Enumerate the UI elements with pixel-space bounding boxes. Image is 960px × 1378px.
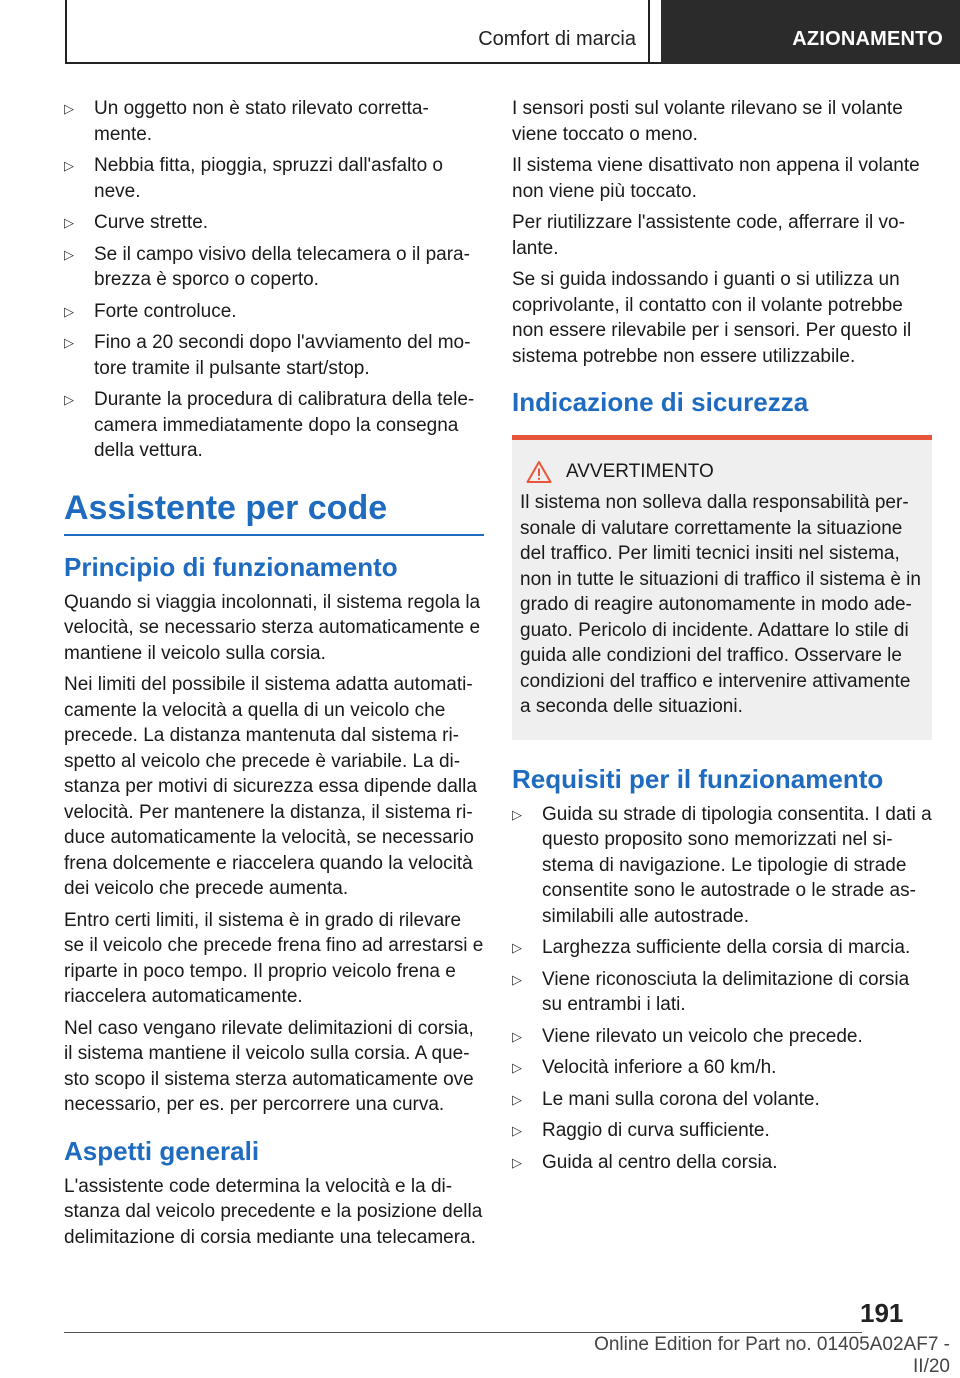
header-bottom-rule [65, 62, 661, 64]
requirements-list [512, 802, 932, 1176]
list-item: ▷ Larghezza sufficiente della corsia di marcia. [512, 935, 932, 961]
list-item: ▷ Le mani sulla corona del volante. [512, 1087, 932, 1113]
list-item: ▷ Viene riconosciuta la delimitazione di corsia su entrambi i lati. [512, 968, 910, 1015]
header-left-rule [65, 0, 67, 64]
list-item: ▷ Durante la procedura di calibratura della tele-camera immediatamente dopo la consegna della vettura. [64, 389, 475, 461]
triangle-right-bullet-icon: ▷ [512, 1154, 522, 1170]
header-divider [648, 0, 650, 64]
triangle-right-bullet-icon: ▷ [64, 392, 74, 407]
triangle-right-bullet-icon: ▷ [512, 940, 522, 955]
list-item: ▷ Forte controluce. [64, 299, 484, 325]
list-item: ▷ Nebbia fitta, pioggia, spruzzi dall'asfalto o neve. [64, 155, 443, 202]
list-item: ▷ Guida al centro della corsia. [512, 1150, 932, 1176]
left-column [64, 96, 484, 1256]
triangle-right-bullet-icon: ▷ [64, 158, 74, 173]
list-item: ▷ Se il campo visivo della telecamera o il para-brezza è sporco o coperto. [64, 243, 470, 290]
subsection-title-general: Aspetti generali [64, 1135, 260, 1166]
list-item: ▷ Guida su strade di tipologia consentita. I dati a questo proposito sono memorizzati nel si-stema di navigazione. Le tipologie di strade consentite sono le autostrade o le strade as-similabili alle autostrade. [512, 803, 932, 927]
principle-paragraph-3: Entro certi limiti, il sistema è in grado di rilevare se il veicolo che precede frena fino ad arrestarsi e riparte in poco tempo. Il proprio veicolo frena e riaccelera automaticamente. [64, 909, 484, 1007]
principle-paragraph-2: Nei limiti del possibile il sistema adatta automati-camente la velocità a quella di un veicolo che precede. La distanza mantenuta dal sistema ri-spetto al veicolo che precede è variabile. La di-stanza per motivi di sicurezza essa dipende dalla velocità. Per mantenere la distanza, il sistema ri-duce automaticamente la velocità, se necessario frena dolcemente e riaccelera quando la velocità dei veicolo che precede aumenta. [64, 674, 477, 899]
warning-header [526, 460, 924, 484]
header-section-title: Comfort di marcia [478, 28, 636, 50]
principle-paragraph-4: Nel caso vengano rilevate delimitazioni di corsia, il sistema mantiene il veicolo sulla corsia. A que-sto scopo il sistema sterza automaticamente ove necessario, per es. per percorrere una curva. [64, 1017, 474, 1115]
triangle-right-bullet-icon: ▷ [512, 1123, 522, 1138]
list-item: ▷ Viene rilevato un veicolo che precede. [512, 1024, 932, 1050]
section-title: Assistente per code [64, 488, 388, 527]
triangle-right-bullet-icon: ▷ [512, 1060, 522, 1075]
sensor-paragraph-3: Per riutilizzare l'assistente code, afferrare il vo-lante. [512, 212, 905, 259]
header-chapter-label: AZIONAMENTO [792, 28, 943, 50]
triangle-right-bullet-icon: ▷ [64, 335, 74, 350]
subsection-title-requirements: Requisiti per il funzionamento [512, 763, 884, 794]
section-title-rule [64, 534, 484, 536]
warning-triangle-icon [526, 460, 552, 484]
list-item: ▷ Velocità inferiore a 60 km/h. [512, 1055, 932, 1081]
sensor-paragraph-4: Se si guida indossando i guanti o si utilizza un coprivolante, il contatto con il volante potrebbe non essere rilevabile per i sensori. Per questo il sistema potrebbe non essere utilizzabile. [512, 269, 912, 367]
warning-label: AVVERTIMENTO [566, 461, 714, 482]
list-item: ▷ Curve strette. [64, 210, 484, 236]
sensor-paragraph-2: Il sistema viene disattivato non appena il volante non viene più toccato. [512, 155, 920, 202]
triangle-right-bullet-icon: ▷ [64, 303, 74, 319]
triangle-right-bullet-icon: ▷ [64, 215, 74, 230]
sensor-paragraph-1: I sensori posti sul volante rilevano se il volante viene toccato o meno. [512, 98, 903, 145]
triangle-right-bullet-icon: ▷ [64, 246, 74, 262]
page-number: 191 [860, 1298, 904, 1328]
list-item: ▷ Fino a 20 secondi dopo l'avviamento del mo-tore tramite il pulsante start/stop. [64, 332, 471, 379]
general-paragraph-1: L'assistente code determina la velocità e la di-stanza dal veicolo precedente e la posizione della delimitazione di corsia mediante una telecamera. [64, 1175, 483, 1248]
warning-box [512, 435, 932, 740]
list-item: ▷ Un oggetto non è stato rilevato corretta-mente. [64, 98, 429, 145]
footer-rule [64, 1332, 862, 1333]
limitations-list [64, 96, 484, 464]
subsection-title-safety: Indicazione di sicurezza [512, 387, 809, 417]
footer-edition: Online Edition for Part no. 01405A02AF7 - II/20 [594, 1334, 950, 1377]
triangle-right-bullet-icon: ▷ [512, 1028, 522, 1044]
triangle-right-bullet-icon: ▷ [512, 971, 522, 987]
triangle-right-bullet-icon: ▷ [512, 1091, 522, 1107]
list-item: ▷ Raggio di curva sufficiente. [512, 1118, 932, 1144]
principle-paragraph-1: Quando si viaggia incolonnati, il sistema regola la velocità, se necessario sterza automaticamente e mantiene il veicolo sulla corsia. [64, 591, 481, 664]
triangle-right-bullet-icon: ▷ [512, 806, 522, 822]
subsection-title-principle: Principio di funzionamento [64, 551, 398, 582]
warning-text: Il sistema non solleva dalla responsabilità per-sonale di valutare correttamente la situazione del traffico. Per limiti tecnici insiti nel sistema, non in tutte le situazioni di traffico il sistema è in grado di reagire autonomamente in modo ade-guato. Pericolo di incidente. Adattare lo stile di guida alle condizioni del traffico. Osservare le condizioni del traffico e intervenire attivamente a seconda delle situazioni. [520, 492, 921, 717]
triangle-right-bullet-icon: ▷ [64, 101, 74, 116]
right-column [512, 96, 932, 1181]
